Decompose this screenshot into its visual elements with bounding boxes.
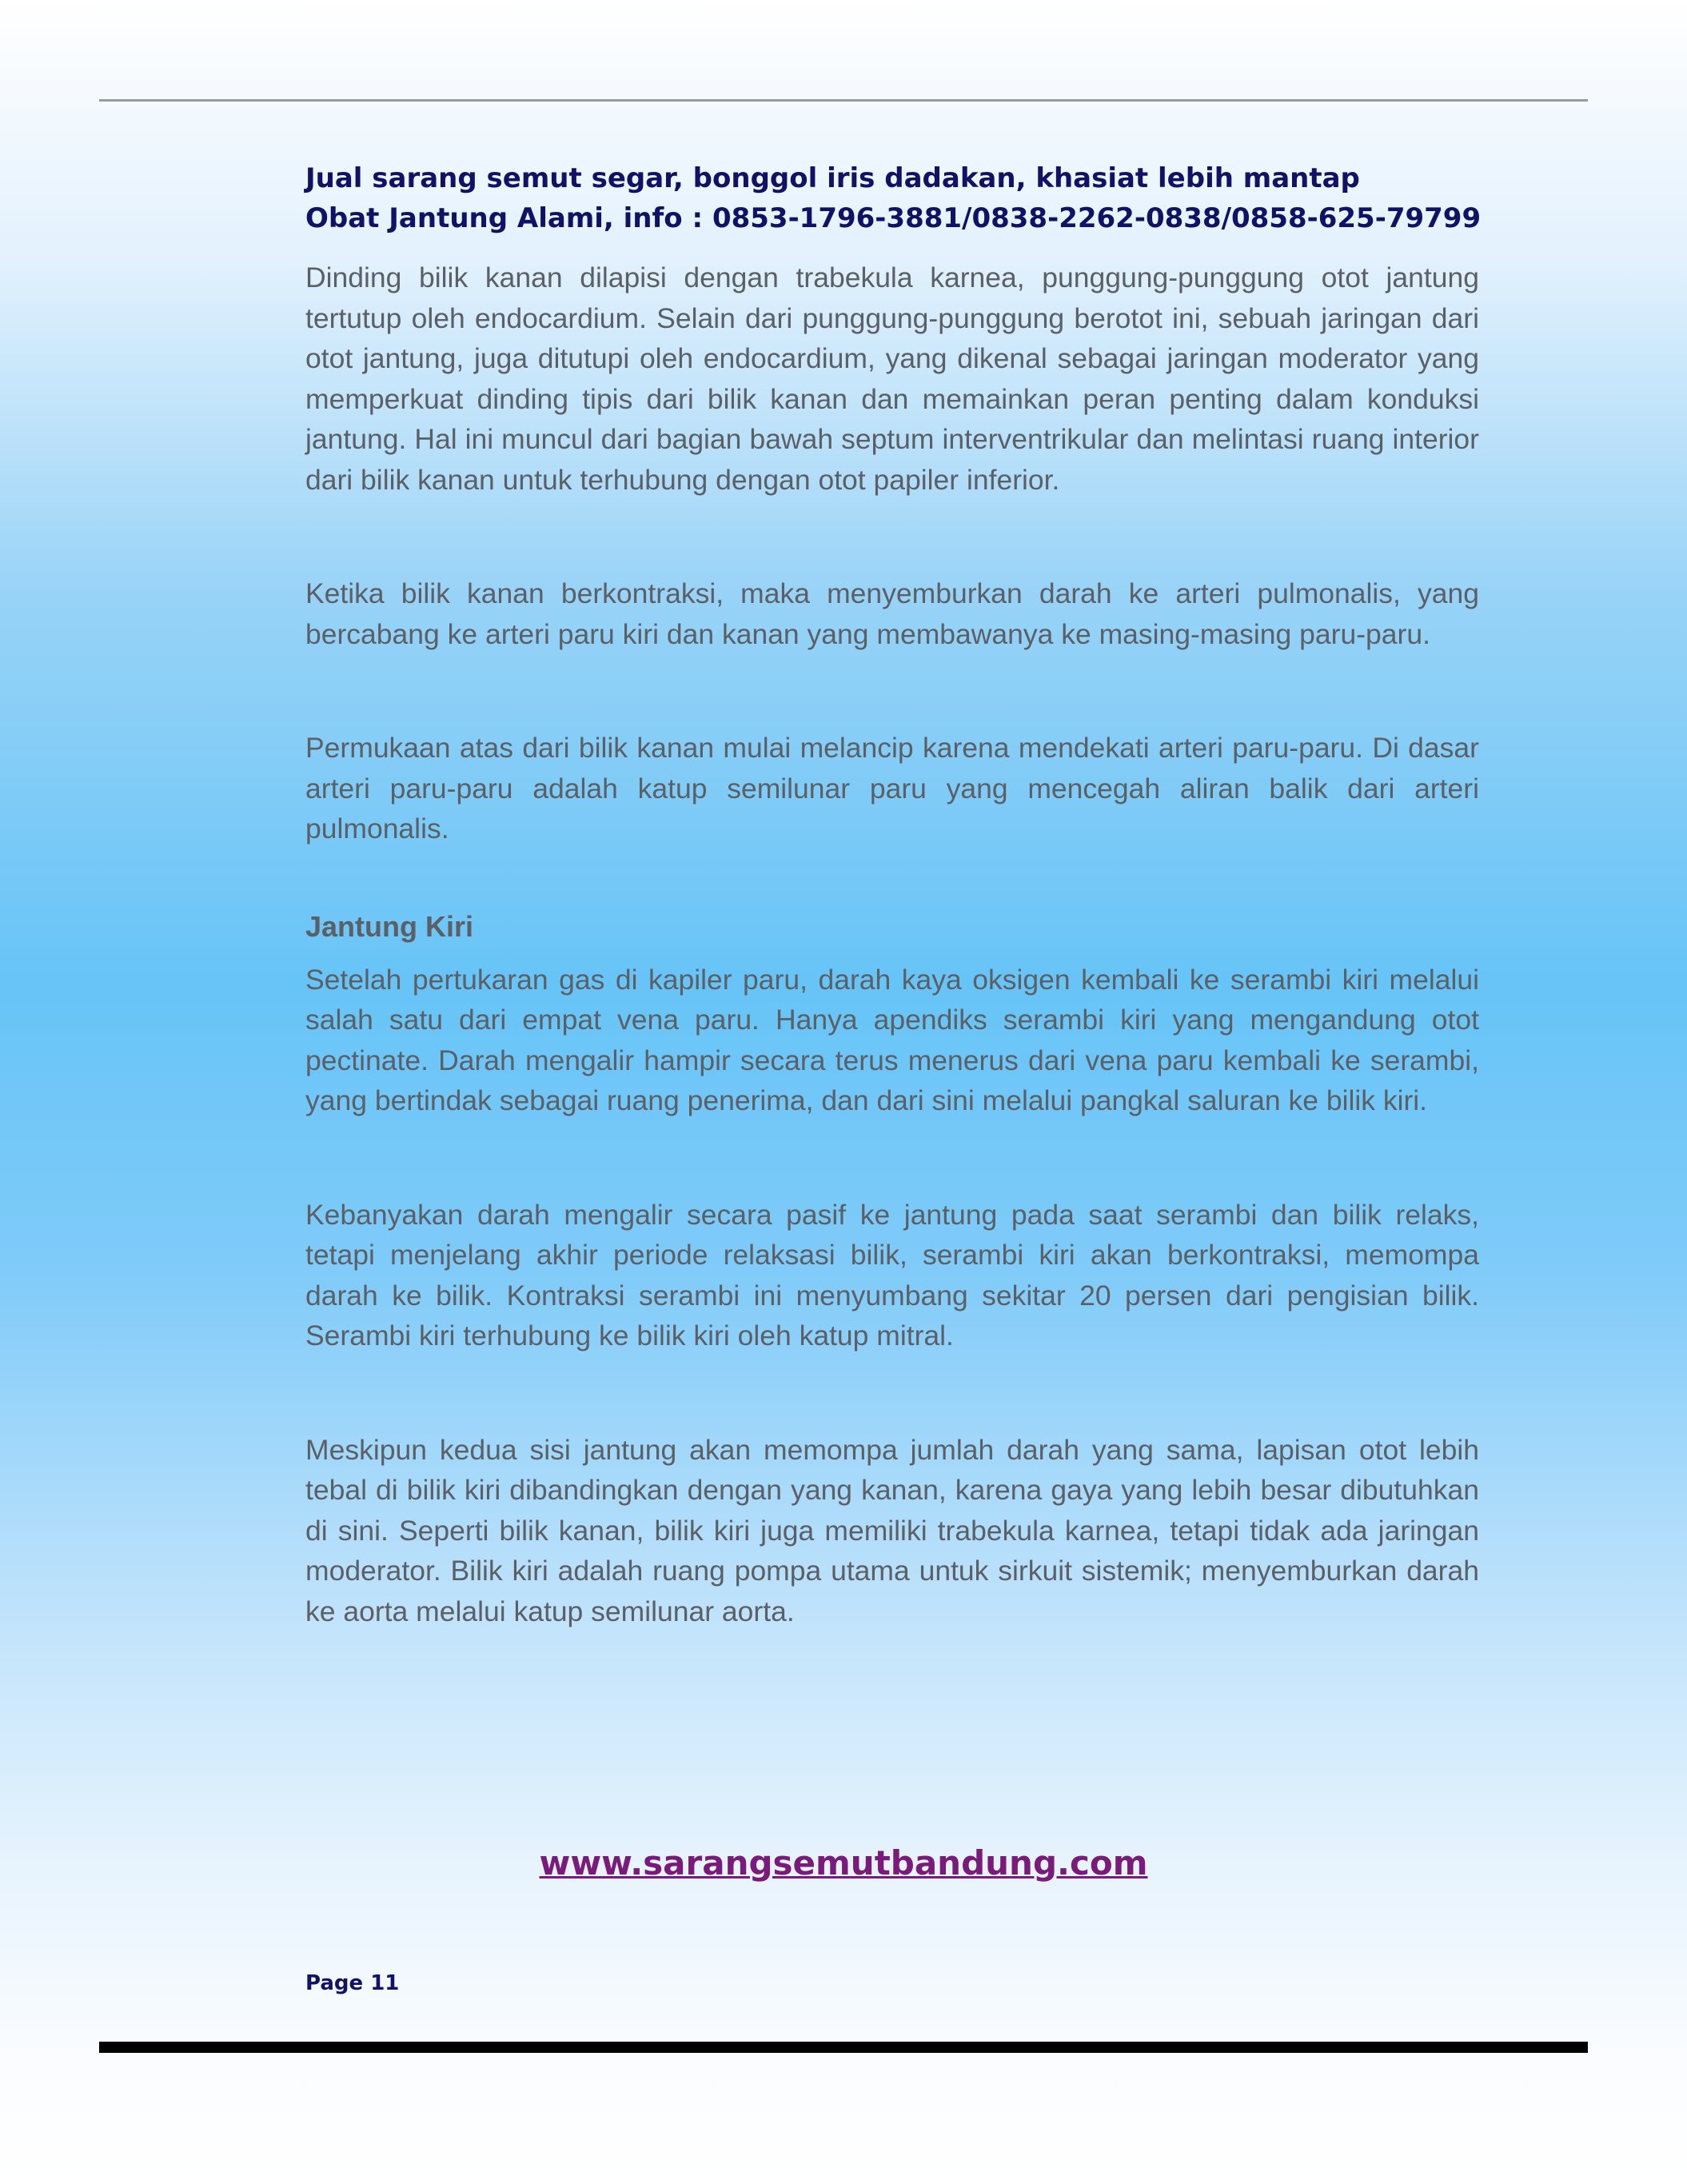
page-number: Page 11 [305,1971,400,1995]
document-body [305,258,1479,1705]
bottom-divider [99,2042,1588,2053]
website-link[interactable]: www.sarangsemutbandung.com [539,1843,1148,1883]
top-divider [99,99,1588,102]
paragraph: Ketika bilik kanan berkontraksi, maka menyemburkan darah ke arteri pulmonalis, yang bercabang ke arteri paru kiri dan kanan yang membawanya ke masing-masing paru-paru. [305,577,1479,650]
website-link-container [0,1841,1687,1886]
page-header [305,158,1481,238]
paragraph: Meskipun kedua sisi jantung akan memompa jumlah darah yang sama, lapisan otot lebih tebal di bilik kiri dibandingkan dengan yang kanan, karena gaya yang lebih besar dibutuhkan di sini. Seperti bilik kanan, bilik kiri juga memiliki trabekula karnea, tetapi tidak ada jaringan moderator. Bilik kiri adalah ruang pompa utama untuk sirkuit sistemik; menyemburkan darah ke aorta melalui katup semilunar aorta. [305,1433,1479,1627]
header-line-2: Obat Jantung Alami, info : 0853-1796-3881/0838-2262-0838/0858-625-79799 [305,202,1482,234]
section-heading: Jantung Kiri [305,909,474,943]
paragraph: Dinding bilik kanan dilapisi dengan trabekula karnea, punggung-punggung otot jantung tertutup oleh endocardium. Selain dari punggung-punggung berotot ini, sebuah jaringan dari otot jantung, juga ditutupi oleh endocardium, yang dikenal sebagai jaringan moderator yang memperkuat dinding tipis dari bilik kanan dan memainkan peran penting dalam konduksi jantung. Hal ini muncul dari bagian bawah septum interventrikular dan melintasi ruang interior dari bilik kanan untuk terhubung dengan otot papiler inferior. [305,262,1479,496]
header-line-1: Jual sarang semut segar, bonggol iris dadakan, khasiat lebih mantap [305,162,1360,194]
paragraph: Kebanyakan darah mengalir secara pasif ke jantung pada saat serambi dan bilik relaks, tetapi menjelang akhir periode relaksasi bilik, serambi kiri akan berkontraksi, memompa darah ke bilik. Kontraksi serambi ini menyumbang sekitar 20 persen dari pengisian bilik. Serambi kiri terhubung ke bilik kiri oleh katup mitral. [305,1198,1479,1352]
paragraph: Setelah pertukaran gas di kapiler paru, darah kaya oksigen kembali ke serambi kiri melalui salah satu dari empat vena paru. Hanya apendiks serambi kiri yang mengandung otot pectinate. Darah mengalir hampir secara terus menerus dari vena paru kembali ke serambi, yang bertindak sebagai ruang penerima, dan dari sini melalui pangkal saluran ke bilik kiri. [305,963,1479,1116]
paragraph: Permukaan atas dari bilik kanan mulai melancip karena mendekati arteri paru-paru. Di dasar arteri paru-paru adalah katup semilunar paru yang mencegah aliran balik dari arteri pulmonalis. [305,732,1479,844]
